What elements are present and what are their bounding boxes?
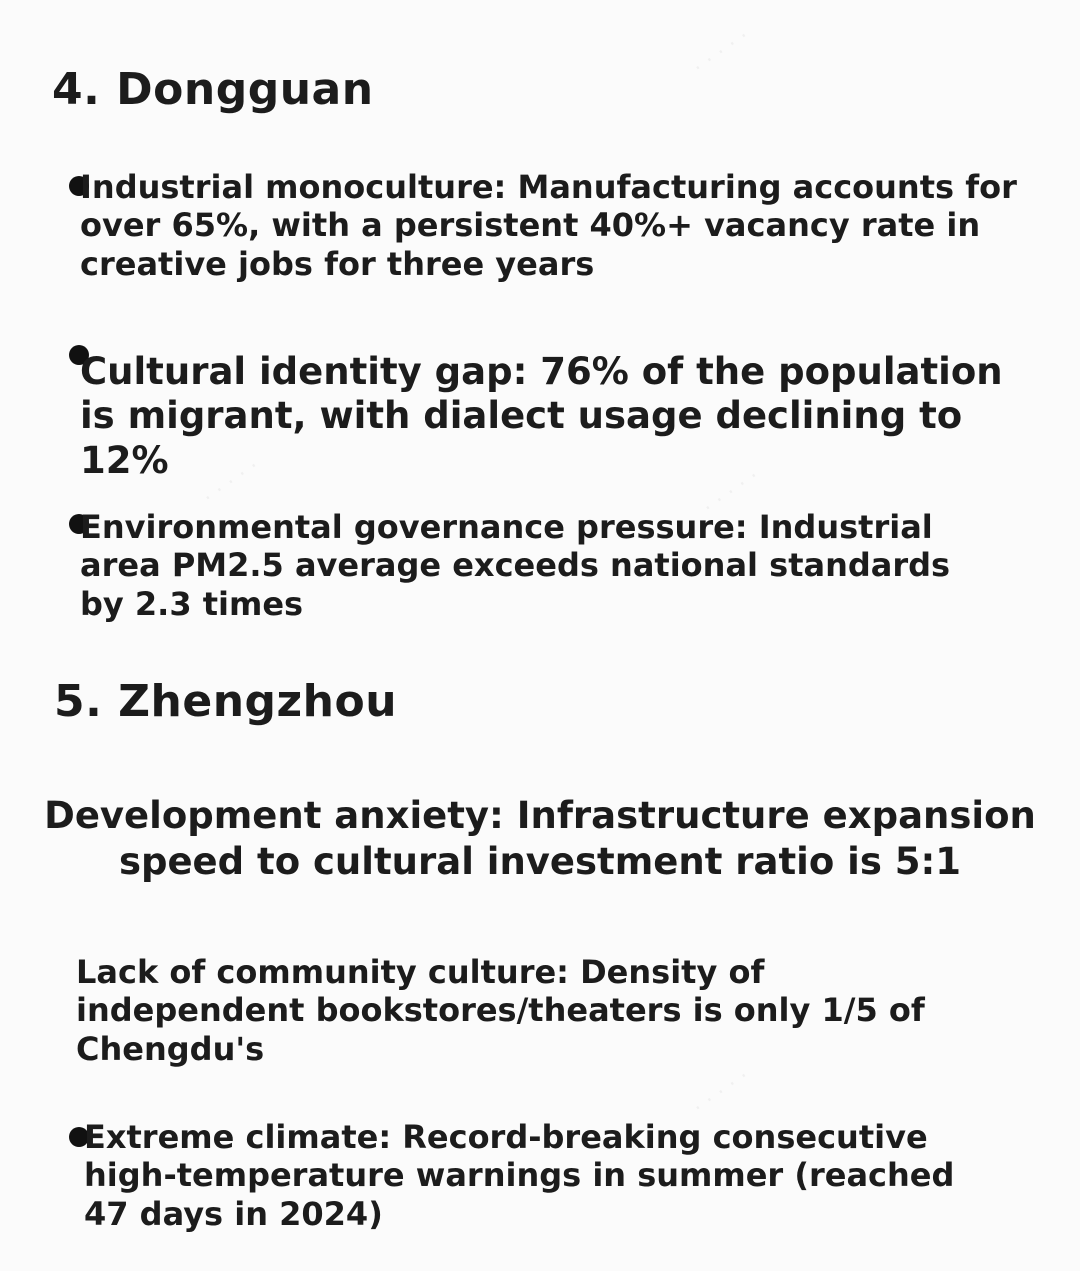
list-item: Lack of community culture: Density of independent bookstores/theaters is only 1/5 of Chengdu's (76, 953, 925, 1068)
list-item: Industrial monoculture: Manufacturing accounts for over 65%, with a persistent 40%+ vacancy rate in creative jobs for three years (80, 168, 1017, 283)
watermark (689, 1064, 755, 1121)
section-heading-dongguan: 4. Dongguan (52, 64, 374, 115)
watermark (689, 24, 755, 81)
list-item: Development anxiety: Infrastructure expansion speed to cultural investment ratio is 5:1 (44, 794, 1036, 883)
list-item: Environmental governance pressure: Industrial area PM2.5 average exceeds national standards by 2.3 times (80, 508, 951, 623)
section-heading-zhengzhou: 5. Zhengzhou (54, 676, 398, 727)
list-item: Cultural identity gap: 76% of the population is migrant, with dialect usage declining to 12% (80, 350, 1003, 482)
list-item: Extreme climate: Record-breaking consecutive high-temperature warnings in summer (reached 47 days in 2024) (84, 1118, 955, 1233)
